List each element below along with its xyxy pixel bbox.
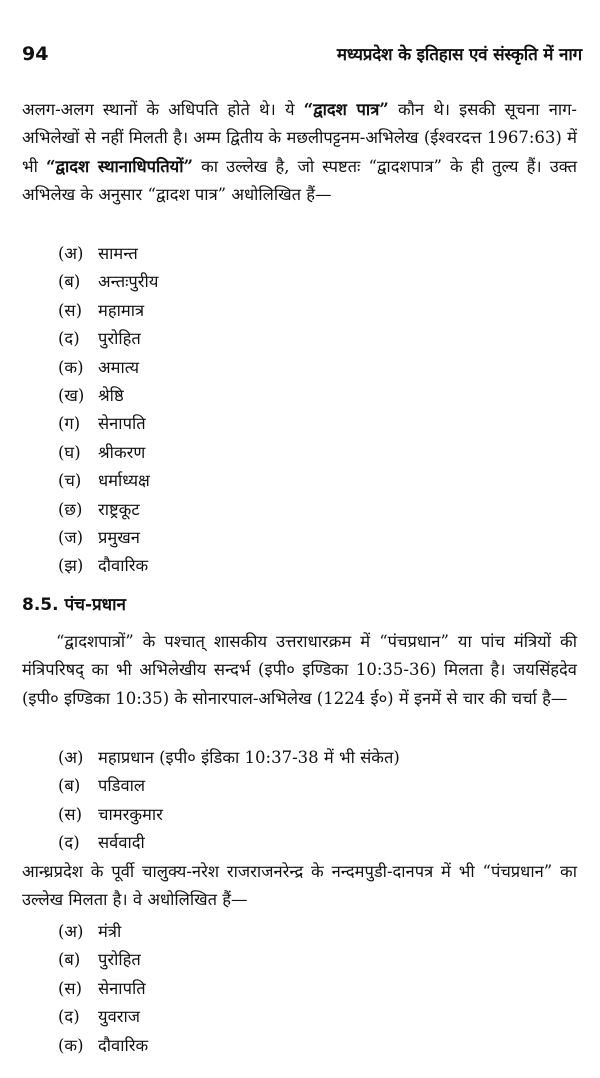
list-item: (ब) पुरोहित [58,950,141,970]
list-item: (ग) सेनापति [58,414,146,434]
list-item: (अ) मंत्री [58,922,122,941]
list-sonarpal [58,744,400,858]
list-item: (स) महामात्र [58,300,145,320]
list-item: (क) अमात्य [58,357,140,377]
para1-text-c: का उल्लेख है, जो स्पष्टतः “द्वादशपात्र” के ही तुल्य हैं। उक्त अभिलेख के अनुसार “द्वादश पात्र” अधोलिखित हैं— [22,156,578,204]
para2-text: “द्वादशपात्रों” के पश्चात् शासकीय उत्तराधारक्रम में “पंचप्रधान” या पांच मंत्रियों की मंत्रिपरिषद् का भी अभिलेखीय सन्दर्भ (इपी० इण्डिका 10:35-36) मिलता है। जयसिंहदेव (इपी० इण्डिका 10:35) के सोनारपाल-अभिलेख (1224 ई०) में इनमें से चार की चर्चा है— [22,632,577,708]
list-item: (ख) श्रेष्ठि [58,385,124,405]
list-item: (क) दौवारिक [58,1035,149,1055]
list-item: (छ) राष्ट्रकूट [58,499,140,519]
list-item: (स) चामरकुमार [58,804,163,824]
running-title: मध्यप्रदेश के इतिहास एवं संस्कृति में नाग [336,45,582,65]
list-item: (च) धर्माध्यक्ष [58,471,150,491]
list-item: (अ) सामन्त [58,244,138,263]
list-nandampudi [58,918,148,1060]
list-item: (स) सेनापति [58,978,146,998]
list-item: (ब) अन्तःपुरीय [58,272,159,292]
list-item: (द) युवराज [58,1007,141,1027]
para1-text-a: अलग-अलग स्थानों के अधिपति होते थे। ये [22,100,304,119]
list-item: (घ) श्रीकरण [58,442,146,462]
list-item: (अ) महाप्रधान (इपी० इंडिका 10:37-38 में भी संकेत) [58,748,400,767]
para3-text: आन्ध्रप्रदेश के पूर्वी चालुक्य-नरेश राजराजनरेन्द्र के नन्दमपुडी-दानपत्र में भी “पंचप्रधान” का उल्लेख मिलता है। वे अधोलिखित हैं— [22,862,577,910]
list-item: (झ) दौवारिक [58,556,149,576]
paragraph-nandampudi [22,858,577,915]
para1-text-b: कौन थे। इसकी सूचना नाग-अभिलेखों से नहीं मिलती है। अम्म द्वितीय के मछलीपट्टनम-अभिलेख (ईश्वरदत्त 1967:63) में भी [22,100,577,176]
page-header [22,42,582,70]
list-dvadash-patra [58,240,158,581]
section-heading: 8.5. पंच-प्रधान [22,595,126,615]
para1-bold-b: “द्वादश स्थानाधिपतियों” [46,156,193,176]
list-item: (ज) प्रमुखन [58,527,140,547]
paragraph-dvadash-patra [22,96,577,209]
page-number: 94 [22,43,49,65]
list-item: (द) पुरोहित [58,329,141,349]
list-item: (द) सर्ववादी [58,833,145,853]
list-item: (ब) पडिवाल [58,776,146,796]
para1-bold-a: “द्वादश पात्र” [303,100,389,119]
paragraph-panch-pradhan [22,628,577,713]
